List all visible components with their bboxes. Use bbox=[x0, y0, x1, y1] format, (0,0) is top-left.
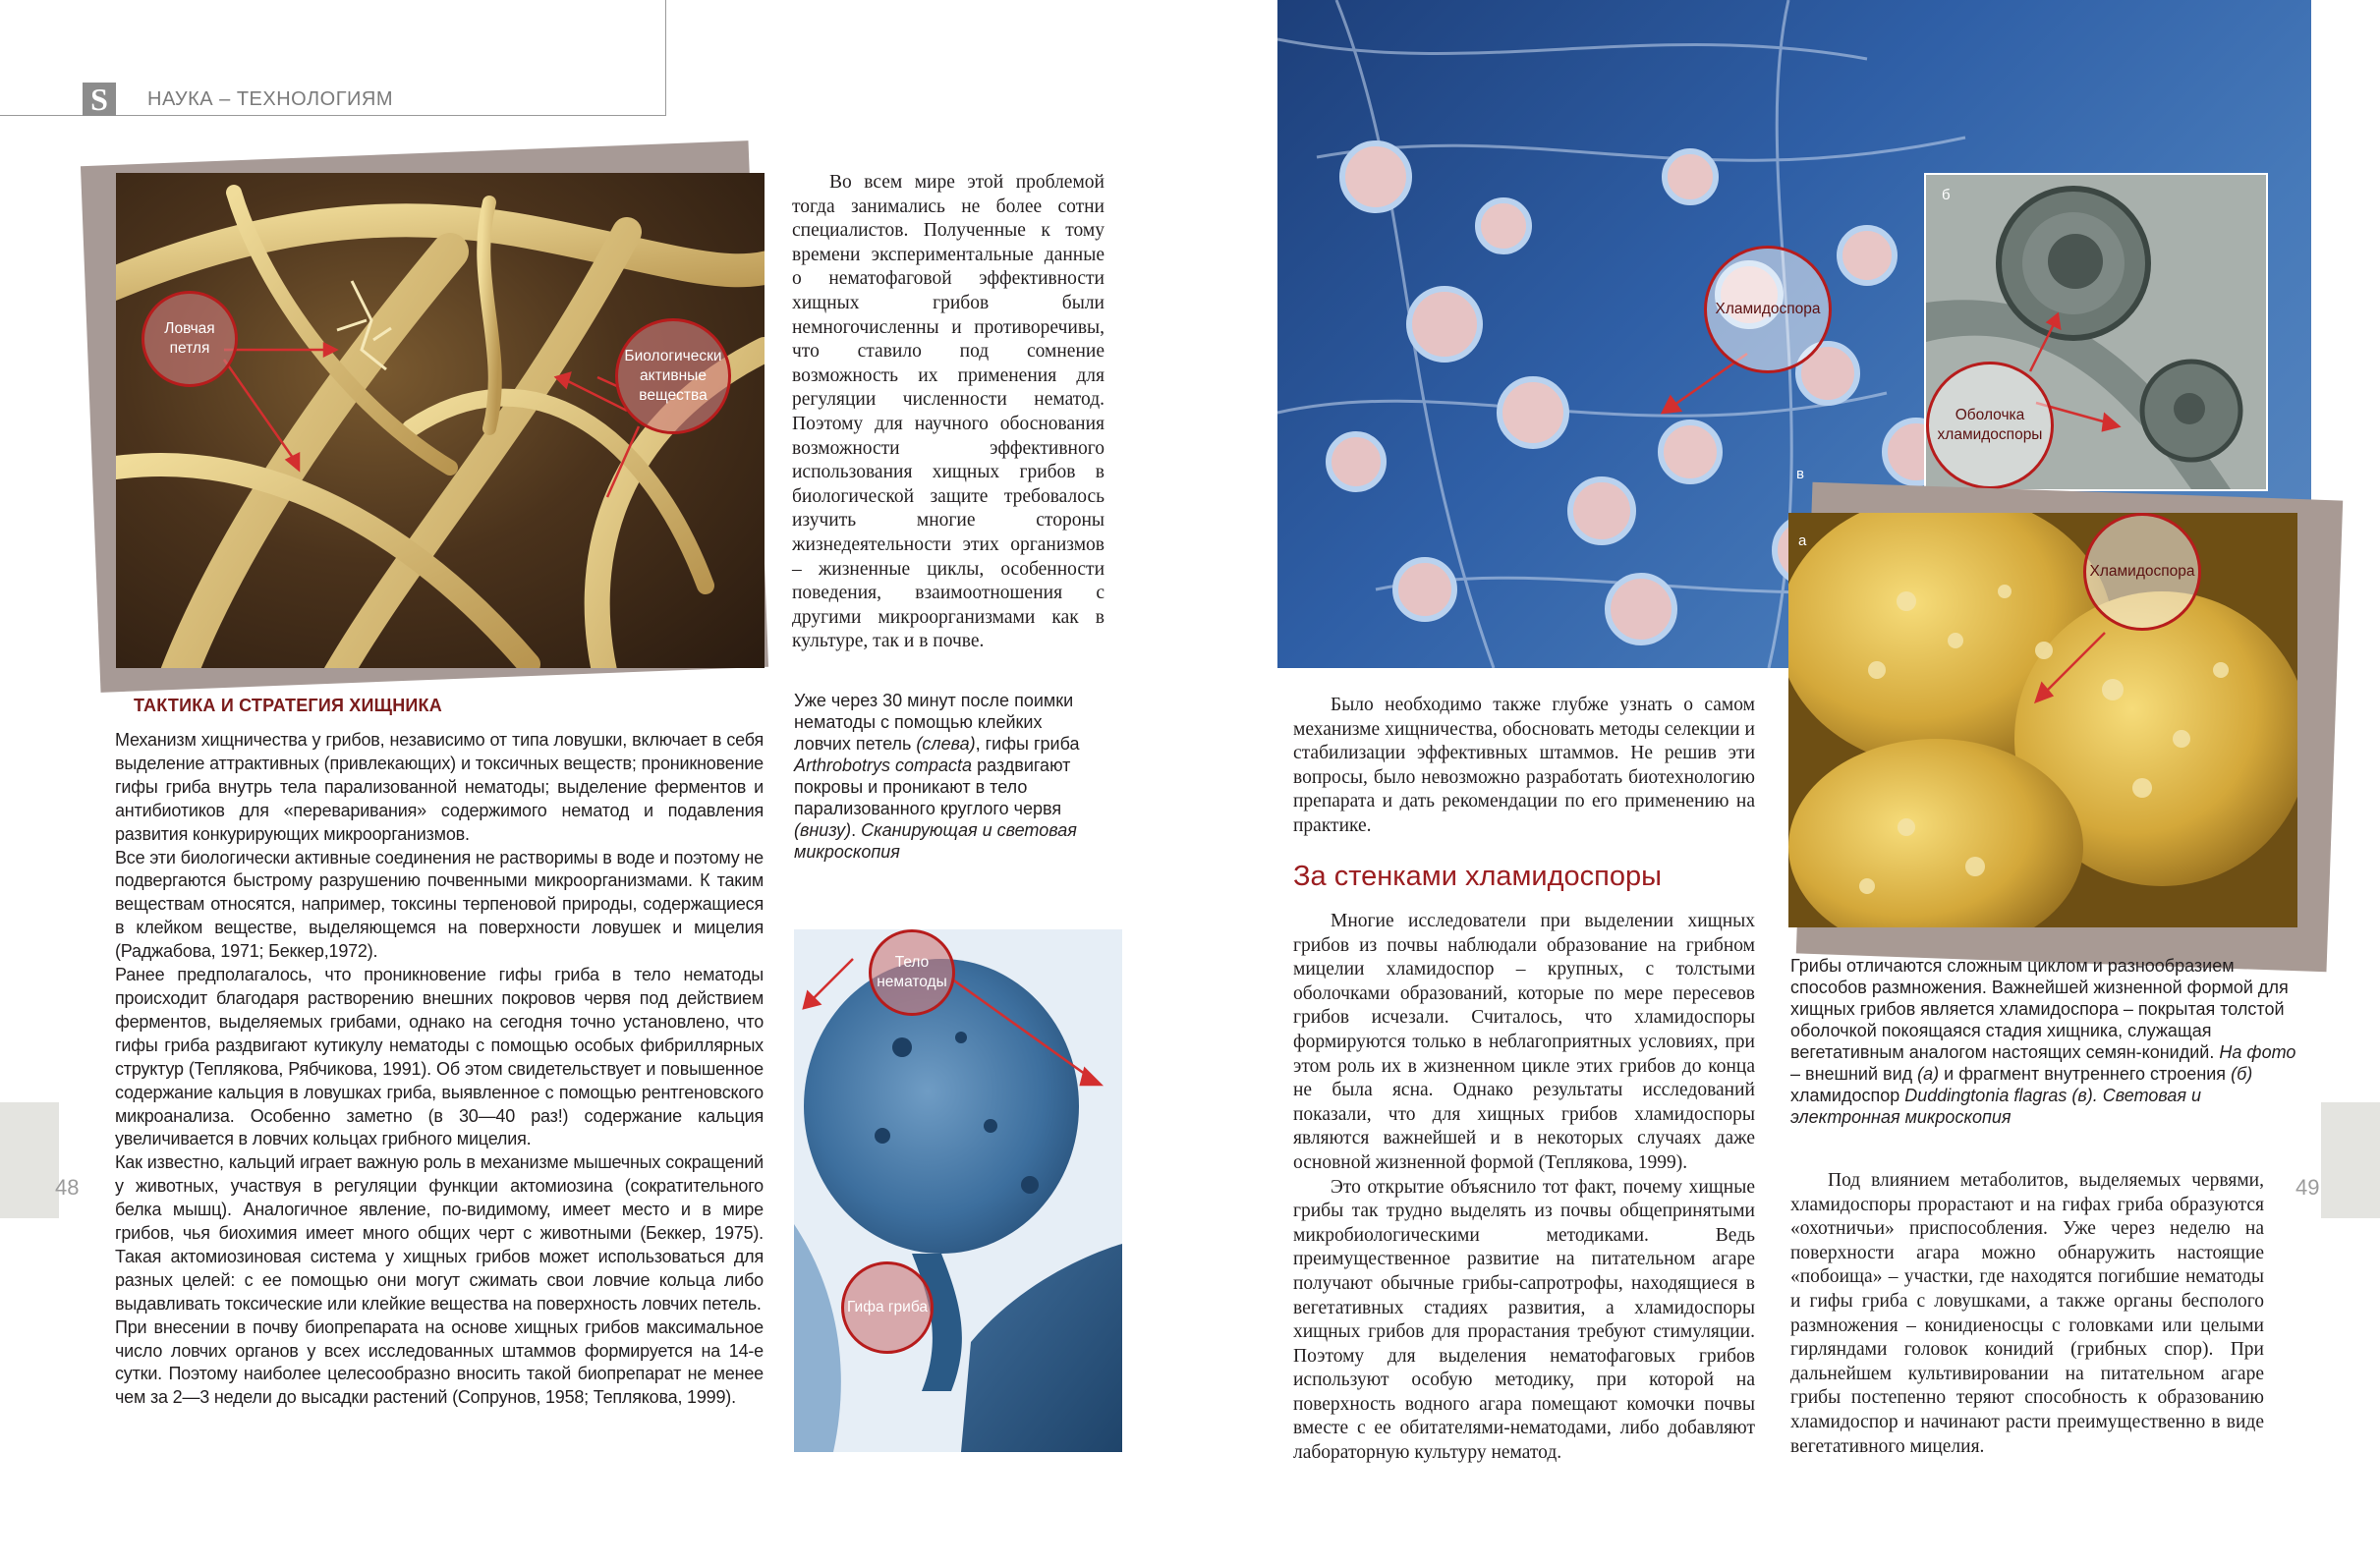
column2-paragraph: Во всем мире этой проблемой тогда занимались не более сотни специалистов. Полученные к тому времени экспериментальные данные о нематофаговой эффективности хищных грибов были немногочисленны и противоречивы, что ставило под сомнение возможность их применения для регуляции численности нематод. Поэтому для научного обоснования возможности эффективного использования хищных грибов в биологической защите требовалось изучить многие стороны жизнедеятельности этих организмов – жизненные циклы, особенности поведения, взаимоотношения с другими микроорганизмами как в культуре, так и в почве. bbox=[792, 172, 1105, 652]
caption-chlamydospore: Грибы отличаются сложным циклом и разнообразием способов размножения. Важнейшей жизненной формой для хищных грибов является хламидоспора – покрытая толстой оболочкой покоящаяся стадия хищника, служащая вегетативным аналогом настоящих семян-конидий. На фото – внешний вид (а) и фрагмент внутреннего строения (б) хламидоспор Duddingtonia flagras (в). Световая и электронная микроскопия bbox=[1790, 956, 2296, 1127]
page-number-right: 49 bbox=[2295, 1175, 2320, 1200]
subhead-tactics: ТАКТИКА И СТРАТЕГИЯ ХИЩНИКА bbox=[134, 696, 442, 715]
column3-paragraph: Многие исследователи при выделении хищных грибов из почвы наблюдали образование на грибном мицелии хламидоспор – крупных, с толстыми оболочками образований, которые по мере пересевов грибов исчезали. Считалось, что хламидоспоры формируются только в неблагоприятных условиях, при этом роль их в жизненном цикле этих грибов до конца не была ясна. Однако результаты исследований показали, что для хищных грибов хламидоспоры являются важнейшей и в некоторых случаях даже основной жизненной формой (Теплякова, 1999). bbox=[1293, 911, 1755, 1173]
panel-label-b: б bbox=[1942, 187, 1951, 203]
callout-bioactive-substances: Биологически активные вещества bbox=[615, 318, 731, 434]
inset-a-illustration bbox=[1788, 513, 2297, 927]
left-page-tab bbox=[0, 1102, 59, 1218]
panel-label-a: а bbox=[1798, 532, 1807, 549]
column1-paragraph: Ранее предполагалось, что проникновение гифы гриба в тело нематоды происходит благодаря растворению внешних покровов червя под действием ферментов, выделяемых грибами, однако на сегодня точно установлено, что гифы гриба раздвигают кутикулу нематоды с помощью особых фибриллярных структур (Теплякова, Рябчикова, 1991). Об этом свидетельствует и повышенное содержание кальция в ловушках гриба, выявленное с помощью рентгеновского микроанализа. Особенно заметно (в 30—40 раз!) содержание кальция увеличивается в ловчих кольцах грибного мицелия. bbox=[115, 965, 764, 1149]
inset-photo-a bbox=[1788, 513, 2297, 927]
column3-text bbox=[1293, 910, 1755, 1466]
callout-chlamydospore-shell: Оболочка хламидоспоры bbox=[1926, 362, 2054, 489]
column1-text bbox=[115, 729, 764, 1410]
column1-paragraph: Как известно, кальций играет важную роль в механизме мышечных сокращений у животных, участвуя в регуляции функции актомиозина (сократительного белка мышц). Аналогичное явление, по-видимому, имеет место и в мире грибов, чья биохимия имеет много общих черт с животными (Беккер, 1975). Такая актомиозиновая система у хищных грибов может использоваться для разных целей: с ее помощью они могут сжимать свои ловчие кольца либо выдавливать токсические или клейкие вещества на поверхность ловчих петель. bbox=[115, 1152, 764, 1314]
nematode-photo bbox=[794, 929, 1122, 1452]
chapter-title: За стенками хламидоспоры bbox=[1293, 861, 1662, 892]
column1-paragraph: Механизм хищничества у грибов, независимо от типа ловушки, включает в себя выделение аттрактивных (привлекающих) и токсичных веществ; проникновение гифы гриба внутрь тела парализованной нематоды; выделение ферментов и антибиотиков для «переваривания» содержимого нематод и подавления развития конкурирующих микроорганизмов. bbox=[115, 730, 764, 844]
column1-paragraph: При внесении в почву биопрепарата на основе хищных грибов максимальное число ловчих органов у всех исследованных штаммов формируется на 14-е сутки. Поэтому наиболее целесообразно вносить такой биопрепарат не менее чем за 2—3 недели до высадки растений (Сопрунов, 1958; Теплякова, 1999). bbox=[115, 1316, 764, 1408]
inset-photo-b bbox=[1924, 173, 2268, 491]
magazine-logo: S bbox=[83, 83, 116, 116]
column1-paragraph: Все эти биологически активные соединения не растворимы в воде и поэтому не подвергаются быстрому разрушению почвенными микроорганизмами. К таким веществам относятся, например, токсины терпеновой природы, содержащиеся в клейком веществе, выделяющемся на поверхности ловушек и мицелия (Раджабова, 1971; Беккер,1972). bbox=[115, 847, 764, 962]
callout-chlamydospore-a: Хламидоспора bbox=[2083, 513, 2201, 631]
page-number-left: 48 bbox=[55, 1175, 80, 1200]
nematode-illustration bbox=[794, 929, 1122, 1452]
right-page-tab bbox=[2321, 1102, 2380, 1218]
column3-paragraph: Это открытие объяснило тот факт, почему хищные грибы так трудно выделять из почвы общепринятыми микробиологическими методиками. Ведь преимущественное развитие на питательном агаре получают обычные грибы-сапротрофы, находящиеся в вегетативных стадиях развития, а хламидоспоры хищных грибов для прорастания требуют стимуляции. Поэтому для выделения нематофаговых грибов используют особую методику, при которой на поверхность водного агара помещают комочки почвы вместе с ее обитателями-нематодами, либо добавляют лабораторную культуру нематод. bbox=[1293, 1176, 1755, 1464]
callout-nematode-body: Тело нематоды bbox=[869, 929, 955, 1016]
callout-trap-loop: Ловчая петля bbox=[142, 291, 238, 387]
caption-nematode: Уже через 30 минут после поимки нематоды с помощью клейких ловчих петель (слева), гифы гриба Arthrobotrys compacta раздвигают покровы и проникают в тело парализованного круглого червя (внизу). Сканирующая и световая микроскопия bbox=[794, 691, 1080, 862]
column4-text: Под влиянием метаболитов, выделяемых червями, хламидоспоры прорастают и на гифах гриба образуются «охотничьи» приспособления. Уже через неделю на поверхности агара можно обнаружить настоящие «побоища» – участки, где находятся погибшие нематоды и гифы гриба с ловушками, а также органы бесполого размножения – конидиеносцы с головками или целыми гирляндами головок конидий (грибных спор). При дальнейшем культивировании на питательном агаре грибы постепенно теряют способность к образованию хламидоспор и начинают расти преимущественно в виде вегетативного мицелия. bbox=[1790, 1170, 2264, 1457]
panel-label-v: в bbox=[1796, 466, 1804, 482]
callout-chlamydospore: Хламидоспора bbox=[1704, 246, 1832, 373]
callout-fungal-hypha: Гифа гриба bbox=[841, 1261, 934, 1354]
right-intro-paragraph: Было необходимо также глубже узнать о самом механизме хищничества, обосновать методы селекции и стабилизации эффективных штаммов. Не решив эти вопросы, было невозможно разработать биотехнологию препарата и дать рекомендации по его применению на практике. bbox=[1293, 695, 1755, 836]
section-label: НАУКА – ТЕХНОЛОГИЯМ bbox=[147, 88, 393, 110]
hyphae-photo bbox=[116, 173, 765, 668]
